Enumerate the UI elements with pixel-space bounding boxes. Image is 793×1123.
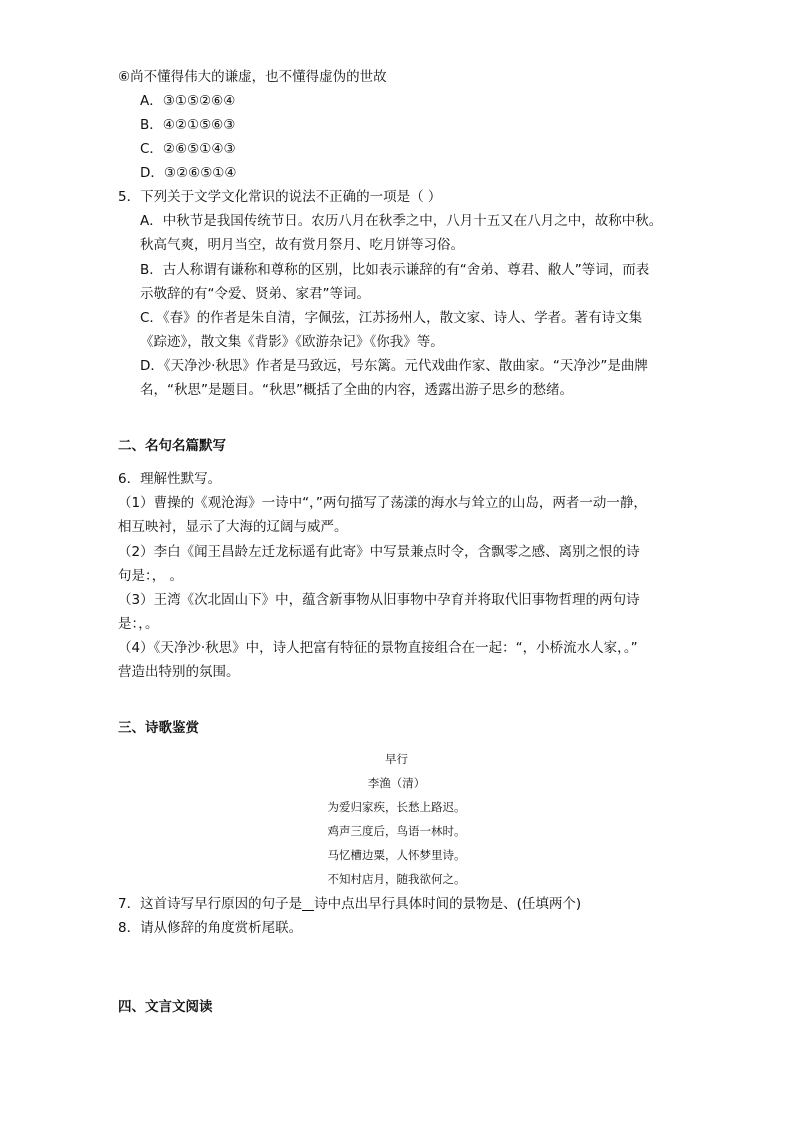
poem-line-2: 鸡声三度后，鸟语一林时。 — [327, 824, 466, 838]
q6-sub4-line2: 营造出特别的氛围。 — [118, 664, 240, 680]
q5-option-b-line2: 示敬辞的有“令爱、贤弟、家君”等词。 — [140, 286, 370, 302]
q8-stem: 8．请从修辞的角度赏析尾联。 — [118, 920, 303, 936]
poem-line-4: 不知村店月，随我欲何之。 — [327, 872, 466, 886]
section-4-heading: 四、文言文阅读 — [118, 999, 213, 1015]
q5-option-c-line1: C．《春》的作者是朱自清，字佩弦，江苏扬州人，散文家、诗人、学者。著有诗文集 — [140, 310, 643, 326]
q5-stem: 5．下列关于文学文化常识的说法不正确的一项是（ ） — [118, 189, 442, 205]
q5-option-a-line1: A．中秋节是我国传统节日。农历八月在秋季之中，八月十五又在八月之中，故称中秋。 — [140, 213, 663, 229]
q5-option-b-line1: B．古人称谓有谦称和尊称的区别，比如表示谦辞的有“舍弟、尊君、敝人”等词，而表 — [140, 262, 650, 278]
q6-sub4-line1: （4）《天净沙·秋思》中，诗人把富有特征的景物直接组合在一起：“，小桥流水人家，。” — [118, 640, 638, 656]
q5-option-d-line2: 名，“秋思”是题目。“秋思”概括了全曲的内容，透露出游子思乡的愁绪。 — [140, 382, 573, 398]
poem-author: 李渔（清） — [367, 776, 426, 790]
q4-option-a: A．③①⑤②⑥④ — [140, 93, 236, 109]
q4-option-b: B．④②①⑤⑥③ — [140, 117, 236, 133]
q4-item-6: ⑥尚不懂得伟大的谦虚，也不懂得虚伪的世故 — [118, 69, 387, 85]
q6-stem: 6．理解性默写。 — [118, 471, 222, 487]
q4-option-d: D．③②⑥⑤①④ — [140, 165, 237, 181]
q7-part-a: 7．这首诗写早行原因的句子是 — [118, 896, 303, 912]
q4-option-c: C．②⑥⑤①④③ — [140, 141, 236, 157]
poem-line-3: 马忆槽边粟，人怀梦里诗。 — [327, 848, 466, 862]
q7-answer-blank — [302, 896, 314, 911]
q6-sub3-line1: （3）王湾《次北固山下》中，蕴含新事物从旧事物中孕育并将取代旧事物哲理的两句诗 — [118, 592, 640, 608]
section-2-heading: 二、名句名篇默写 — [118, 438, 226, 454]
q7-stem — [118, 895, 581, 913]
q6-sub1-line2: 相互映衬，显示了大海的辽阔与威严。 — [118, 519, 348, 535]
q6-sub2-line2: 句是：， 。 — [118, 568, 184, 584]
q6-sub2-line1: （2）李白《闻王昌龄左迁龙标遥有此寄》中写景兼点时令，含飘零之感、离别之恨的诗 — [118, 544, 640, 560]
q6-sub3-line2: 是：，。 — [118, 616, 159, 632]
poem-title: 早行 — [385, 752, 408, 766]
poem-line-1: 为爱归家疾，长愁上路迟。 — [327, 800, 466, 814]
q6-sub1-line1: （1）曹操的《观沧海》一诗中“，”两句描写了荡漾的海水与耸立的山岛，两者一动一静， — [118, 495, 647, 511]
section-3-heading: 三、诗歌鉴赏 — [118, 720, 199, 736]
q5-option-a-line2: 秋高气爽，明月当空，故有赏月祭月、吃月饼等习俗。 — [140, 237, 464, 253]
q5-option-c-line2: 《踪迹》，散文集《背影》《欧游杂记》《你我》等。 — [140, 334, 444, 350]
q7-part-b: 诗中点出早行具体时间的景物是、(任填两个) — [314, 896, 582, 912]
q5-option-d-line1: D．《天净沙·秋思》作者是马致远，号东篱。元代戏曲作家、散曲家。“天净沙”是曲牌 — [140, 358, 648, 374]
